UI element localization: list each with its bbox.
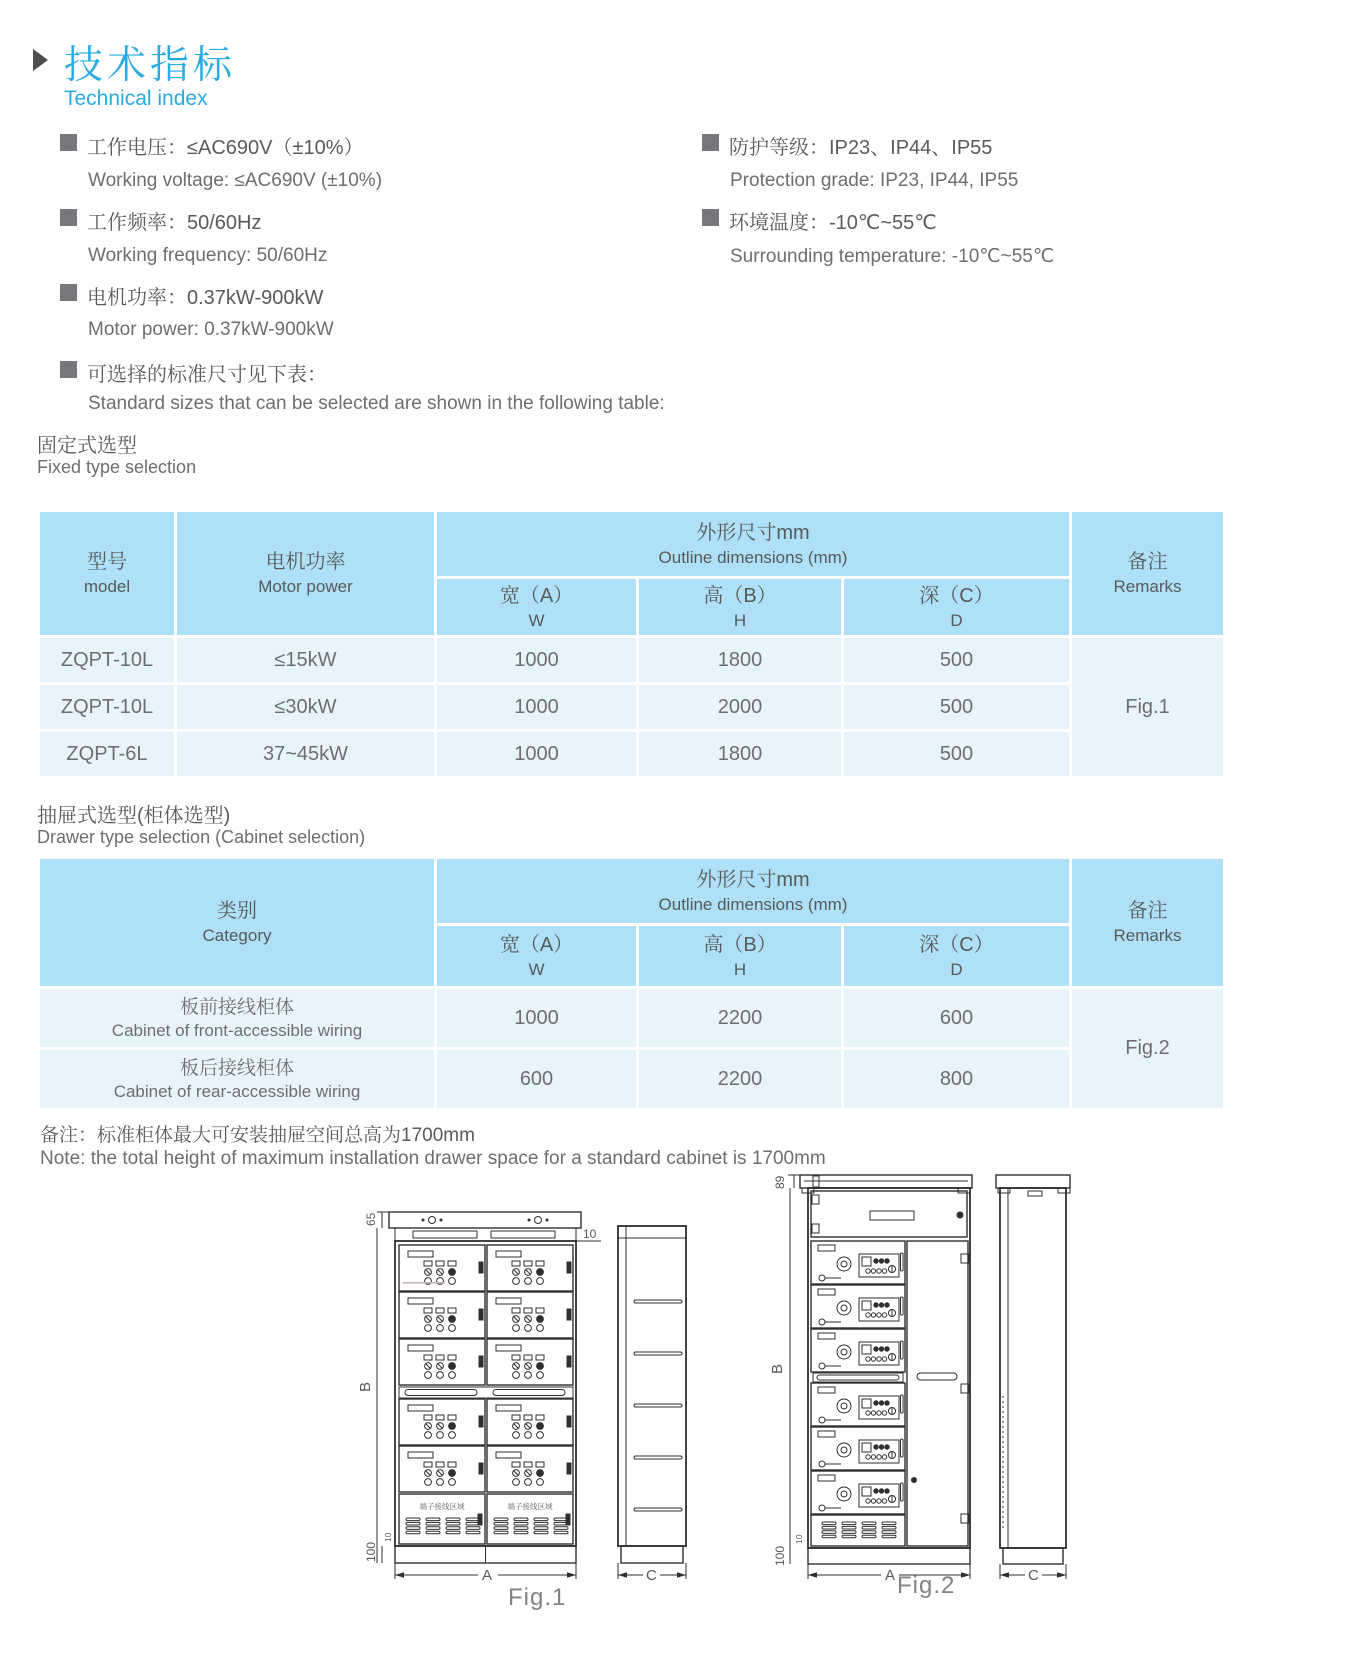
spec-working-voltage-cn (60, 131, 363, 160)
cell-width: 1000 (437, 638, 636, 682)
spec-text: 可选择的标准尺寸见下表： (87, 364, 327, 386)
note-cn: 备注：标准柜体最大可安装抽屉空间总高为1700mm (40, 1125, 475, 1146)
bullet-square-icon (702, 134, 719, 151)
header-remarks-cn: 备注 (1127, 900, 1168, 922)
spec-text: 电机功率：0.37kW-900kW (87, 287, 324, 309)
fig1-caption: Fig.1 (508, 1584, 567, 1611)
cell-model: ZQPT-10L (40, 638, 174, 682)
spec-surrounding-temp-cn (702, 206, 937, 235)
page-subtitle: Technical index (64, 87, 208, 110)
header-remarks-cn: 备注 (1127, 551, 1168, 573)
cell-category-en: Cabinet of rear-accessible wiring (113, 1081, 361, 1101)
bullet-square-icon (60, 134, 77, 151)
spec-working-frequency-en: Working frequency: 50/60Hz (88, 245, 328, 266)
spec-protection-grade-en: Protection grade: IP23, IP44, IP55 (730, 170, 1019, 191)
header-width-cn: 宽（A） (499, 584, 574, 607)
spec-text: 环境温度：-10℃~55℃ (729, 212, 937, 234)
cell-depth: 800 (844, 1050, 1069, 1108)
fig2-dim-B: B (769, 1363, 786, 1374)
header-width-cn: 宽（A） (499, 933, 574, 956)
fig1-dim-10-top: 10 (583, 1227, 597, 1241)
fig2-dim-10: 10 (794, 1534, 804, 1544)
cell-remark: Fig.2 (1072, 989, 1223, 1108)
header-depth-en: D (950, 610, 963, 630)
cell-category (40, 989, 434, 1047)
fig2-dim-A: A (885, 1567, 896, 1584)
header-width-en: W (528, 959, 545, 979)
cell-depth: 600 (844, 989, 1069, 1047)
fig2-dim-89: 89 (773, 1175, 787, 1189)
cell-height: 2000 (639, 685, 841, 729)
spec-standard-sizes-en: Standard sizes that can be selected are shown in the following table: (88, 393, 665, 414)
cell-depth: 500 (844, 732, 1069, 776)
header-motor-power (177, 512, 434, 635)
header-category-cn: 类别 (217, 900, 257, 922)
cell-power: ≤15kW (177, 638, 434, 682)
drawer-type-table (37, 856, 1226, 1111)
header-power-cn: 电机功率 (265, 551, 346, 573)
table-row (40, 638, 1223, 682)
cell-power: 37~45kW (177, 732, 434, 776)
header-category-en: Category (202, 926, 272, 945)
header-dims-en: Outline dimensions (mm) (658, 547, 848, 567)
header-height-cn: 高（B） (703, 933, 777, 956)
header-depth (844, 926, 1069, 986)
header-dims-cn: 外形尺寸mm (696, 521, 810, 544)
fig2-cabinet-drawing (718, 1096, 1080, 1588)
header-depth-cn: 深（C） (919, 584, 994, 607)
cell-category-cn: 板前接线柜体 (179, 996, 294, 1018)
fixed-table-caption-en: Fixed type selection (37, 457, 197, 477)
cell-width: 1000 (437, 732, 636, 776)
section-arrow-icon (33, 49, 48, 71)
spec-working-voltage-en: Working voltage: ≤AC690V (±10%) (88, 170, 383, 191)
cell-height: 2200 (639, 989, 841, 1047)
bullet-square-icon (60, 284, 77, 301)
bullet-square-icon (60, 209, 77, 226)
spec-text: 防护等级：IP23、IP44、IP55 (729, 137, 993, 159)
cell-model: ZQPT-6L (40, 732, 174, 776)
header-width (437, 579, 636, 635)
cell-width: 600 (437, 1050, 636, 1108)
fig1-dim-65: 65 (364, 1212, 378, 1226)
spec-motor-power-en: Motor power: 0.37kW-900kW (88, 319, 334, 340)
header-remarks (1072, 859, 1223, 986)
spec-motor-power-cn (60, 281, 323, 310)
header-height-cn: 高（B） (703, 584, 777, 607)
fig1-dim-A: A (482, 1567, 493, 1584)
header-width-en: W (528, 610, 545, 630)
cell-height: 2200 (639, 1050, 841, 1108)
spec-surrounding-temp-en: Surrounding temperature: -10℃~55℃ (730, 246, 1055, 267)
header-height (639, 579, 841, 635)
cell-height: 1800 (639, 638, 841, 682)
header-model-cn: 型号 (87, 551, 127, 573)
table-row (40, 989, 1223, 1047)
cell-remark: Fig.1 (1072, 638, 1223, 776)
spec-text: 工作频率：50/60Hz (87, 212, 262, 234)
header-model-en: model (83, 577, 131, 596)
drawer-table-caption-cn: 抽屉式选型(柜体选型) (37, 805, 231, 827)
cell-model: ZQPT-10L (40, 685, 174, 729)
fig2-dim-C: C (1028, 1567, 1039, 1584)
fixed-type-table (37, 509, 1226, 779)
bullet-square-icon (702, 209, 719, 226)
fig1-terminal-area-label: 端子接线区域 (419, 1502, 465, 1511)
header-dims-en: Outline dimensions (mm) (658, 894, 848, 914)
header-remarks (1072, 512, 1223, 635)
header-width (437, 926, 636, 986)
header-outline-dimensions (437, 859, 1069, 923)
spec-working-frequency-cn (60, 206, 262, 235)
header-depth (844, 579, 1069, 635)
cell-depth: 500 (844, 638, 1069, 682)
header-remarks-en: Remarks (1113, 577, 1182, 596)
header-category (40, 859, 434, 986)
drawer-table-caption-en: Drawer type selection (Cabinet selection) (37, 827, 366, 847)
spec-text: 工作电压：≤AC690V（±10%） (87, 137, 364, 159)
fig2-caption: Fig.2 (897, 1572, 956, 1599)
cell-depth: 500 (844, 685, 1069, 729)
cell-width: 1000 (437, 989, 636, 1047)
bullet-square-icon (60, 361, 77, 378)
header-model (40, 512, 174, 635)
fig1-dim-C: C (646, 1567, 657, 1584)
cell-width: 1000 (437, 685, 636, 729)
header-height (639, 926, 841, 986)
spec-standard-sizes-cn (60, 358, 327, 387)
header-depth-cn: 深（C） (919, 933, 994, 956)
header-dims-cn: 外形尺寸mm (696, 868, 810, 891)
page-title: 技术指标 (64, 44, 237, 87)
header-height-en: H (733, 610, 747, 630)
spec-protection-grade-cn (702, 131, 992, 160)
fig2-dim-100: 100 (773, 1545, 787, 1566)
fig1-terminal-area-label: 端子接线区域 (507, 1502, 553, 1511)
header-outline-dimensions (437, 512, 1069, 576)
cell-category (40, 1050, 434, 1108)
fig1-dim-B: B (357, 1381, 374, 1392)
cell-power: ≤30kW (177, 685, 434, 729)
cell-height: 1800 (639, 732, 841, 776)
fig1-cabinet-drawing (333, 1142, 689, 1608)
header-power-en: Motor power (258, 577, 353, 596)
note-en: Note: the total height of maximum installation drawer space for a standard cabinet is 1700mm (40, 1148, 826, 1169)
table-row (40, 732, 1223, 776)
table-row (40, 685, 1223, 729)
fixed-table-caption-cn: 固定式选型 (37, 435, 137, 457)
header-depth-en: D (950, 959, 963, 979)
fig1-dim-10-bottom: 10 (383, 1532, 393, 1542)
header-remarks-en: Remarks (1113, 926, 1182, 945)
cell-category-en: Cabinet of front-accessible wiring (111, 1020, 363, 1040)
header-height-en: H (733, 959, 747, 979)
cell-category-cn: 板后接线柜体 (179, 1057, 294, 1079)
fig1-dim-100: 100 (364, 1541, 378, 1562)
